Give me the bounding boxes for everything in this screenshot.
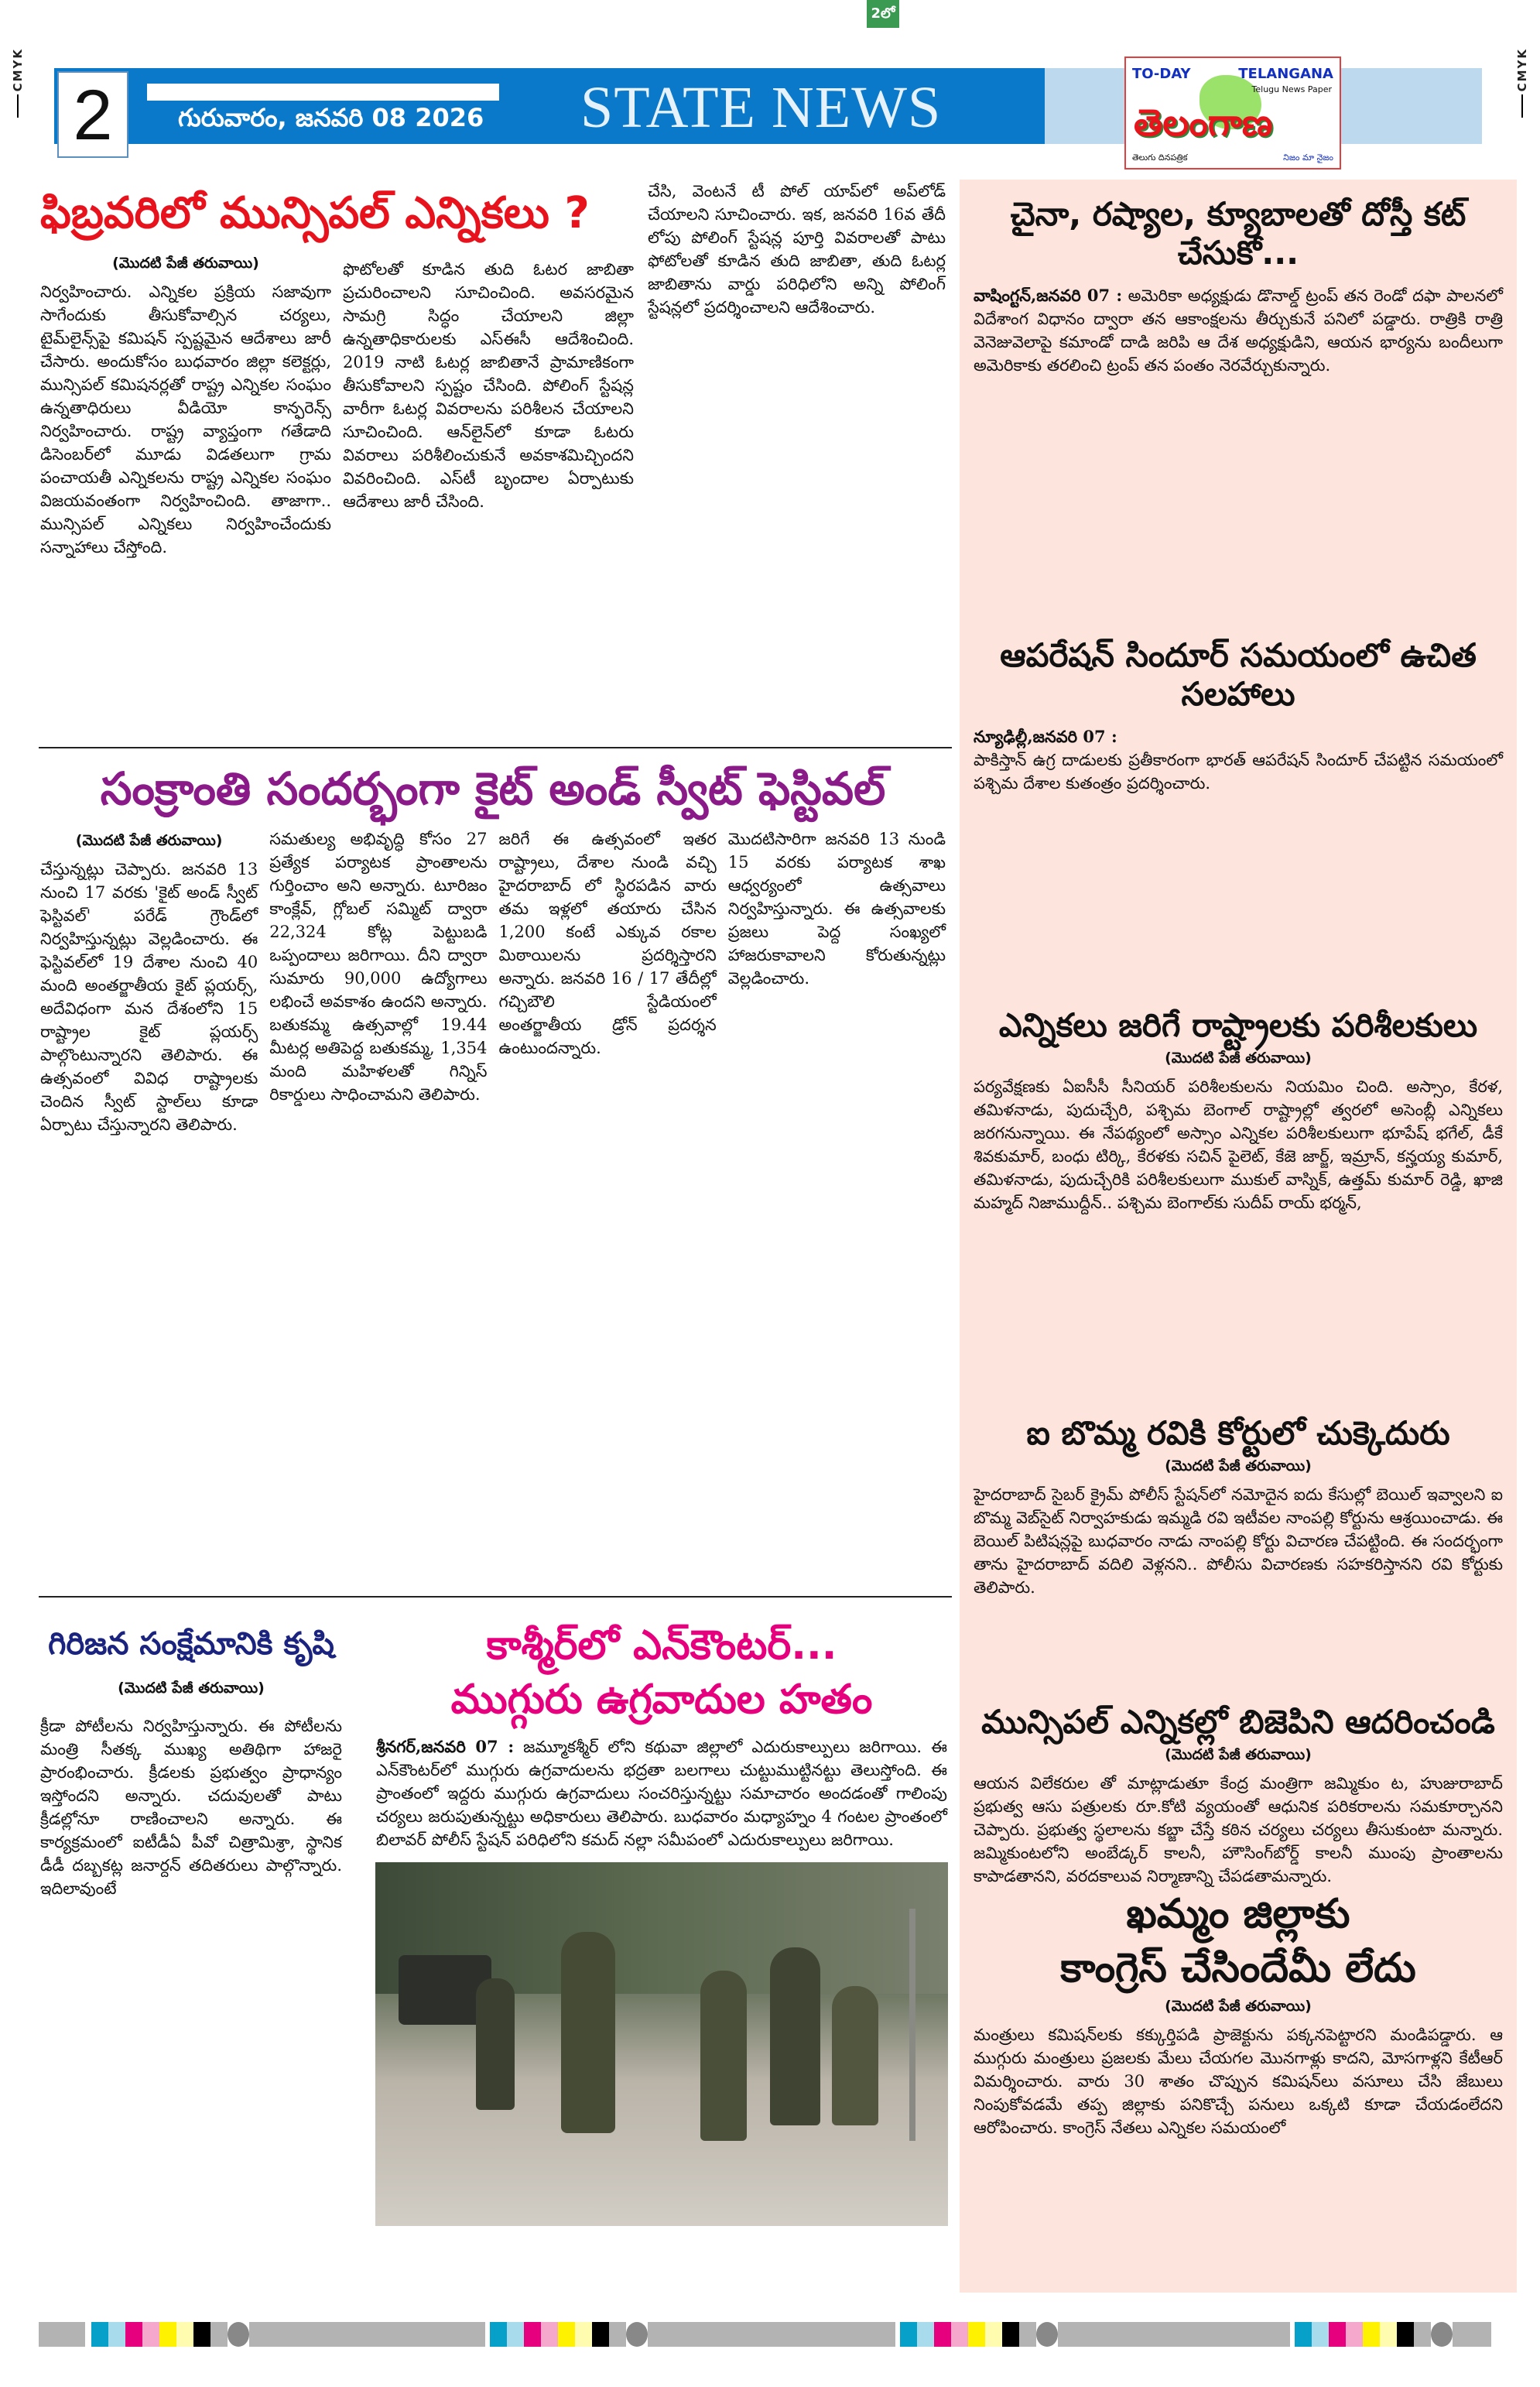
newspaper-logo	[1124, 57, 1341, 170]
logo-tagline: Telugu News Paper	[1251, 84, 1332, 94]
article-kite-col3	[499, 827, 717, 1136]
article-text: ఆయన విలేకరుల తో మాట్లాడుతూ కేంద్ర మంత్రిగా జమ్మికుం ట, హుజురాబాద్ ప్రభుత్వ ఆసు పత్రులకు రూ.కోటి వ్యయంతో ఆధునిక పరికరాలను సమకూర్చానని చెప్పారు. ప్రభుత్వ స్థలాలను కబ్జా చేస్తే కఠిన చర్యలు చర్యలు తీసుకుంటా మన్నారు. జమ్మికుంటలోని అంబేడ్కర్ కాలనీ, హౌసింగ్‌బోర్డ్ కాలనీ ముంపు ప్రాంతాలను కాపాడతానని, వరదకాలువ నిర్మాణాన్ని చేపడతామన్నారు.	[974, 1774, 1503, 1886]
article-text: మొదటిసారిగా జనవరి 13 నుండి 15 వరకు పర్యాటక శాఖ ఆధ్వర్యంలో ఉత్సవాలు నిర్వహిస్తున్నారు. ఈ ఉత్సవాలకు ప్రజలు పెద్ద సంఖ్యలో హాజరుకావాలని కోరుతున్నట్లు వెల్లడించారు.	[727, 829, 946, 988]
article-observers	[974, 1006, 1503, 1214]
continued-label: (మొదటి పేజీ తరువాయి)	[118, 1680, 265, 1697]
article-text: సమతుల్య అభివృద్ధి కోసం 27 ప్రత్యేక పర్యాటక ప్రాంతాలను గుర్తించాం అని అన్నారు. టూరిజం కాంక్లేవ్, గ్లోబల్ సమ్మిట్ ద్వారా 22,324 కోట్ల పెట్టుబడి ఒప్పందాలు జరిగాయి. దీని ద్వారా సుమారు 90,000 ఉద్యోగాలు లభించే అవకాశం ఉందని అన్నారు. బతుకమ్మ ఉత్సవాల్లో 19.44 మీటర్ల అతిపెద్ద బతుకమ్మ, 1,354 మంది మహిళలతో గిన్నిస్ రికార్డులు సాధించామని తెలిపారు.	[269, 829, 488, 1104]
article-kashmir	[371, 1622, 952, 2226]
article-text: ఫొటోలతో కూడిన తుది ఓటర జాబితా ప్రచురించాలని సూచించింది. అవసరమైన సామగ్రి సిద్ధం చేయాలని జిల్లా ఉన్నతాధికారులకు ఎస్ఈసీ ఆదేశించింది. 2019 నాటి ఓటర్ల జాబితానే ప్రామాణికంగా తీసుకోవాలని స్పష్టం చేసింది. పోలింగ్ స్టేషన్ల వారీగా ఓటర్ల వివరాలను పరిశీలన చేయాలని సూచించింది. ఆన్‌లైన్‌లో కూడా ఓటరు వివరాలు పరిశీలించుకునే అవకాశమిచ్చిందని వివరించింది. ఎస్‌టీ బృందాల ఏర్పాటుకు ఆదేశాలు జారీ చేసింది.	[343, 260, 634, 512]
article-kite-col2	[269, 827, 487, 1136]
article-text: అమెరికా అధ్యక్షుడు డొనాల్డ్ ట్రంప్ తన రెండో దఫా పాలనలో విదేశాంగ విధానం ద్వారా తన ఆకాంక్షలను తీర్చుకునే పనిలో పడ్డారు. రాత్రికి రాత్రి వెనెజువెలాపై కమాండో దాడి జరిపి ఆ దేశ అధ్యక్షుడిని, ఆయన భార్యను బందీలుగా అమెరికాకు తరలించి ట్రంప్ తన పంతం నెరవేర్చుకున్నారు.	[974, 286, 1503, 375]
headline-tribal: గిరిజన సంక్షేమానికి కృషి	[48, 1626, 334, 1662]
header-white-bar	[147, 84, 499, 101]
registration-tick	[1521, 94, 1523, 118]
logo-slogan: నిజం మా నైజం	[1283, 152, 1333, 163]
article-municipal	[40, 180, 946, 559]
article-khammam	[974, 1890, 1503, 2139]
article-ibomma	[974, 1414, 1503, 1599]
article-text: మంత్రులు కమిషన్‌లకు కక్కుర్తిపడి ప్రాజెక్టును పక్కనపెట్టారని మండిపడ్డారు. ఆ ముగ్గురు మంత్రులు ప్రజలకు మేలు చేయగల మొనగాళ్లు కాదని, మోసగాళ్లని కేటీఆర్ విమర్శించారు. వారు 30 శాతం చొప్పున కమిషన్‌లు వసూలు చేసి జేబులు నింపుకోవడమే తప్ప జిల్లాకు పనికొచ్చే పనులు ఒక్కటి కూడా చేయడంలేదని ఆరోపించారు. కాంగ్రెస్ నేతలు ఎన్నికల సమయంలో	[974, 2025, 1503, 2137]
article-sindoor	[974, 636, 1503, 795]
issue-date: గురువారం, జనవరి 08 2026	[178, 103, 484, 132]
divider	[39, 747, 952, 748]
continued-label: (మొదటి పేజీ తరువాయి)	[1165, 1746, 1312, 1764]
continued-label: (మొదటి పేజీ తరువాయి)	[1165, 1457, 1312, 1475]
headline-observers: ఎన్నికలు జరిగే రాష్ట్రాలకు పరిశీలకులు	[998, 1006, 1478, 1044]
sidebar-news-column	[960, 180, 1517, 2293]
article-text: చేస్తున్నట్లు చెప్పారు. జనవరి 13 నుంచి 17 వరకు 'కైట్ అండ్ స్వీట్ ఫెస్టివల్' పరేడ్ గ్రౌండ్‌లో నిర్వహిస్తున్నట్లు వెల్లడించారు. ఈ ఫెస్టివల్‌లో 19 దేశాల నుంచి 40 మంది అంతర్జాతీయ కైట్ ప్లయర్స్, అదేవిధంగా మన దేశంలోని 15 రాష్ట్రాల కైట్ ప్లయర్స్ పాల్గొంటున్నారని తెలిపారు. ఈ ఉత్సవంలో వివిధ రాష్ట్రాలకు చెందిన స్వీట్ స్టాల్‌లు కూడా ఏర్పాటు చేస్తున్నారని తెలిపారు.	[40, 859, 258, 1134]
dateline: శ్రీనగర్,జనవరి 07 :	[376, 1736, 515, 1756]
dateline: న్యూఢిల్లీ,జనవరి 07 :	[974, 726, 1117, 746]
dateline: వాషింగ్టన్,జనవరి 07 :	[974, 285, 1123, 305]
print-color-bar	[39, 2322, 1517, 2347]
registration-mark-right	[1514, 48, 1531, 118]
article-text: క్రీడా పోటీలను నిర్వహిస్తున్నారు. ఈ పోటీలను మంత్రి సీతక్క ముఖ్య అతిథిగా హాజరై ప్రారంభించారు. క్రీడలకు ప్రభుత్వం ప్రాధాన్యం ఇస్తోందని అన్నారు. చదువులతో పాటు క్రీడల్లోనూ రాణించాలని అన్నారు. ఈ కార్యక్రమంలో ఐటీడీఏ పీవో చిత్రామిశ్రా, స్థానిక డీడీ దబ్బకట్ల జనార్దన్ తదితరులు పాల్గొన్నారు. ఇదిలావుంటే	[40, 1717, 342, 1898]
encounter-photo	[375, 1862, 948, 2226]
article-kite-col4	[728, 827, 946, 1136]
logo-text: TO-DAY	[1132, 66, 1191, 82]
registration-tick	[17, 94, 19, 118]
logo-name: తెలంగాణ	[1134, 101, 1273, 145]
article-municipal-col2	[343, 250, 634, 559]
headline-sindoor: ఆపరేషన్ సిందూర్ సమయంలో ఉచిత సలహాలు	[1000, 636, 1477, 714]
article-text: జరిగే ఈ ఉత్సవంలో ఇతర రాష్ట్రాలు, దేశాల నుండి వచ్చి హైదరాబాద్ లో స్థిరపడిన వారు తమ ఇళ్లలో తయారు చేసిన 1,200 కంటే ఎక్కువ రకాల మిఠాయిలను ప్రదర్శిస్తారని అన్నారు. జనవరి 16 / 17 తేదీల్లో గచ్చిబౌలి స్టేడియంలో అంతర్జాతీయ డ్రోన్ ప్రదర్శన ఉంటుందన్నారు.	[498, 829, 717, 1057]
article-municipal-col1	[40, 250, 331, 559]
headline-kashmir-line1: కాశ్మీర్‌లో ఎన్‌కౌంటర్...	[486, 1622, 837, 1669]
headline-kashmir-line2: ముగ్గురు ఉగ్రవాదుల హతం	[450, 1676, 873, 1724]
article-kite-col1	[40, 827, 258, 1136]
headline-municipal: ఫిబ్రవరిలో మున్సిపల్ ఎన్నికలు ?	[40, 188, 590, 238]
continued-label: (మొదటి పేజీ తరువాయి)	[75, 831, 223, 849]
article-text: పాకిస్తాన్ ఉగ్ర దాడులకు ప్రతీకారంగా భారత్ ఆపరేషన్ సిందూర్ చేపట్టిన సమయంలో పశ్చిమ దేశాల కుతంత్రం ప్రదర్శించారు.	[974, 750, 1503, 793]
registration-mark-text: CMYK	[11, 48, 25, 92]
article-tribal	[40, 1625, 342, 1900]
section-title: STATE NEWS	[580, 75, 942, 140]
continued-label: (మొదటి పేజీ తరువాయి)	[1165, 1997, 1312, 2015]
article-text: హైదరాబాద్ సైబర్ క్రైమ్ పోలీస్ స్టేషన్‌లో నమోదైన ఐదు కేసుల్లో బెయిల్ ఇవ్వాలని ఐ బొమ్మ వెబ్‌సైట్ నిర్వాహకుడు ఇమ్మడి రవి ఇటీవల నాంపల్లి కోర్టును ఆశ్రయించాడు. ఈ బెయిల్ పిటిషన్లపై బుధవారం నాడు నాంపల్లి కోర్టు విచారణ చేపట్టింది. ఈ సందర్భంగా తాను హైదరాబాద్ వదిలి వెళ్లనని.. పోలీసు విచారణకు సహకరిస్తానని రవి కోర్టుకు తెలిపారు.	[974, 1485, 1503, 1598]
continued-label: (మొదటి పేజీ తరువాయి)	[1165, 1050, 1312, 1067]
registration-mark-text: CMYK	[1515, 48, 1529, 92]
article-municipal-col3	[648, 180, 946, 559]
divider	[39, 1596, 952, 1598]
article-text: నిర్వహించారు. ఎన్నికల ప్రక్రియ సజావుగా సాగేందుకు తీసుకోవాల్సిన చర్యలు, టైమ్‌లైన్స్‌పై కమిషన్ స్పష్టమైన ఆదేశాలు జారీ చేసారు. అందుకోసం బుధవారం జిల్లా కలెక్టర్లు, మున్సిపల్ కమిషనర్లతో రాష్ట్ర ఎన్నికల సంఘం ఉన్నతాధిరులు వీడియో కాన్ఫరెన్స్ నిర్వహించారు. రాష్ట్ర వ్యాప్తంగా గతేడాది డిసెంబర్‌లో మూడు విడతలుగా గ్రామ పంచాయతీ ఎన్నికలను రాష్ట్ర ఎన్నికల సంఘం విజయవంతంగా నిర్వహించింది. తాజాగా.. మున్సిపల్ ఎన్నికలు నిర్వహించేందుకు సన్నాహాలు చేస్తోంది.	[40, 283, 331, 557]
headline-bjp: మున్సిపల్ ఎన్నికల్లో బిజెపిని ఆదరించండి	[981, 1703, 1495, 1741]
article-text: చేసి, వెంటనే టీ పోల్ యాప్‌లో అప్‌లోడ్ చేయాలని సూచించారు. ఇక, జనవరి 16వ తేదీ లోపు పోలింగ్ స్టేషన్ల పూర్తి వివరాలతో పాటు ఫోటోలతో కూడిన తుది జాబితా, తుది ఓటర్ల జాబితాను వార్డు పరిధిలోని అన్ని పోలింగ్ స్టేషన్లలో ప్రదర్శించాలని ఆదేశించారు.	[648, 182, 946, 317]
article-kite	[40, 762, 946, 1136]
article-bjp	[974, 1703, 1503, 1888]
headline-khammam-line2: కాంగ్రెస్ చేసిందేమీ లేదు	[1060, 1945, 1416, 1992]
headline-khammam-line1: ఖమ్మం జిల్లాకు	[1126, 1891, 1350, 1937]
article-trump	[974, 195, 1503, 377]
page-number: 2	[57, 71, 128, 158]
continued-label: (మొదటి పేజీ తరువాయి)	[112, 255, 259, 272]
logo-text: తెలుగు దినపత్రిక	[1132, 152, 1188, 163]
logo-text: TELANGANA	[1238, 66, 1333, 82]
article-text: పర్యవేక్షణకు ఏఐసీసీ సీనియర్ పరిశీలకులను నియమిం చింది. అస్సాం, కేరళ, తమిళనాడు, పుదుచ్చేరి, పశ్చిమ బెంగాల్ రాష్ట్రాల్లో త్వరలో అసెంబ్లీ ఎన్నికలు జరగనున్నాయి. ఈ నేపథ్యంలో అస్సాం ఎన్నికల పరిశీలకులుగా భూపేష్ భగేల్, డీకే శివకుమార్, బంధు టిర్కి, కేరళకు సచిన్ పైలెట్, కేజె జార్జ్, ఇమ్రాన్, కన్హయ్య కుమార్, తమిళనాడు, పుదుచ్చేరికి పరిశీలకులుగా ముకుల్ వాస్నిక్, ఉత్తమ్ కుమార్ రెడ్డి, ఖాజి మహ్మద్ నిజాముద్దీన్.. పశ్చిమ బెంగాల్‌కు సుదీప్ రాయ్ భర్మన్,	[974, 1077, 1503, 1213]
headline-kite-festival: సంక్రాంతి సందర్భంగా కైట్ అండ్ స్వీట్ ఫెస్టివల్	[100, 762, 886, 815]
article-text: జమ్మూకశ్మీర్ లోని కథువా జిల్లాలో ఎదురుకాల్పులు జరిగాయి. ఈ ఎన్‌కౌంటర్‌లో ముగ్గురు ఉగ్రవాదులను భద్రతా బలగాలు చుట్టుముట్టినట్టు తెలుస్తోంది. ఈ ప్రాంతంలో ఇద్దరు ముగ్గురు ఉగ్రవాదులు సంచరిస్తున్నట్టు సమాచారం అందడంతో గాలింపు చర్యలు జరుపుతున్నట్టు అధికారులు తెలిపారు. బుధవారం మధ్యాహ్నం 4 గంటల ప్రాంతంలో బిలావర్ పోలీస్ స్టేషన్ పరిధిలోని కమద్ నల్లా సమీపంలో ఎదురుకాల్పులు జరిగాయి.	[376, 1737, 947, 1849]
headline-ibomma: ఐ బొమ్మ రవికి కోర్టులో చుక్కెదురు	[1026, 1414, 1450, 1452]
registration-mark-left	[9, 48, 26, 118]
page-folio: 2లో	[867, 0, 899, 28]
headline-trump: చైనా, రష్యాల, క్యూబాలతో దోస్తీ కట్ చేసుకో...	[1010, 195, 1466, 272]
